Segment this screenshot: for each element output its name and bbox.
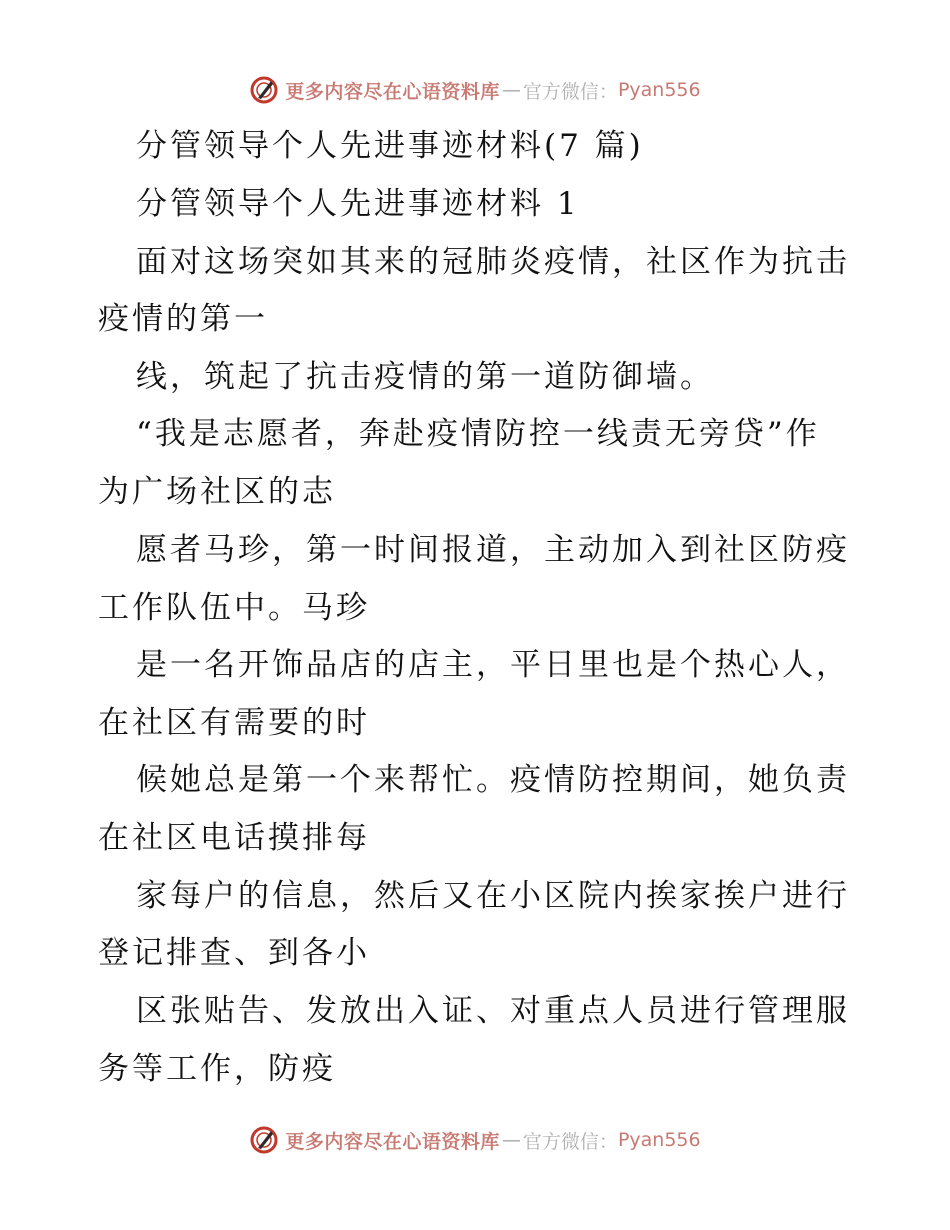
paragraph-line: “我是志愿者，奔赴疫情防控一线责无旁贷”作 [136,416,820,452]
header-separator: — [501,79,521,101]
footer-site-text: 更多内容尽在心语资料库 [285,1130,500,1153]
header-wechat-label: 官方微信： [522,80,618,103]
document-subtitle: 分管领导个人先进事迹材料 1 [136,186,580,222]
paragraph-line: 务等工作，防疫 [98,1051,336,1087]
quill-logo-icon [249,75,279,105]
paragraph-line: 工作队伍中。马珍 [98,590,370,626]
paragraph-line: 为广场社区的志 [98,474,336,510]
header-site-text: 更多内容尽在心语资料库 [285,80,500,103]
paragraph-line: 愿者马珍，第一时间报道，主动加入到社区防疫 [136,532,850,568]
footer-wechat-label: 官方微信： [522,1130,618,1153]
paragraph-line: 家每户的信息，然后又在小区院内挨家挨户进行 [136,878,850,914]
footer-banner [0,1120,950,1160]
header-wechat-id: Pyan556 [617,79,701,101]
footer-wechat-id: Pyan556 [617,1129,701,1151]
quill-logo-icon [249,1125,279,1155]
paragraph-line: 是一名开饰品店的店主，平日里也是个热心人， [136,647,850,683]
footer-separator: — [501,1129,521,1151]
paragraph-line: 在社区电话摸排每 [98,820,370,856]
paragraph-line: 区张贴告、发放出入证、对重点人员进行管理服 [136,993,850,1029]
paragraph-line: 面对这场突如其来的冠肺炎疫情，社区作为抗击 [136,244,850,280]
paragraph-line: 线，筑起了抗击疫情的第一道防御墙。 [136,359,714,395]
document-title: 分管领导个人先进事迹材料(7 篇) [136,128,644,164]
header-banner [0,70,950,110]
paragraph-line: 疫情的第一 [98,301,268,337]
paragraph-line: 在社区有需要的时 [98,705,370,741]
paragraph-line: 登记排查、到各小 [98,935,370,971]
paragraph-line: 候她总是第一个来帮忙。疫情防控期间，她负责 [136,762,850,798]
